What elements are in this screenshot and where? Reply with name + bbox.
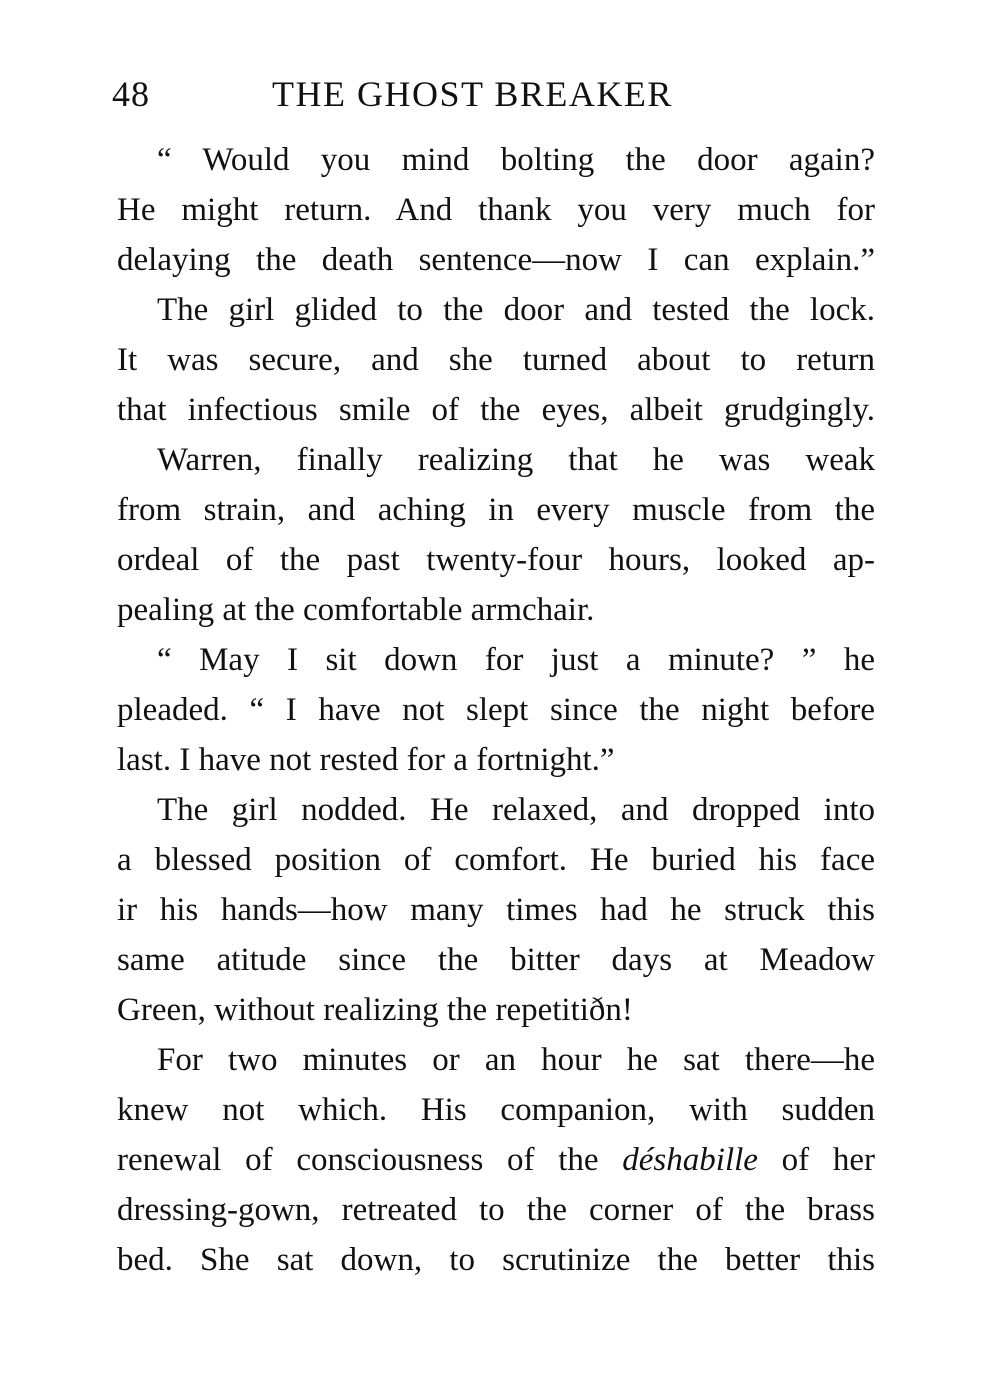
text-line: For two minutes or an hour he sat there—he xyxy=(157,1042,875,1078)
text-line: It was secure, and she turned about to return xyxy=(117,342,875,378)
running-title: THE GHOST BREAKER xyxy=(272,74,673,114)
paragraph-6 xyxy=(117,1035,875,1285)
text-line: Warren, finally realizing that he was weak xyxy=(157,442,875,478)
page-number: 48 xyxy=(112,74,150,114)
text-line: The girl glided to the door and tested the lock. xyxy=(157,292,875,328)
text-line: ir his hands—how many times had he struck this xyxy=(117,892,875,928)
paragraph-4 xyxy=(117,635,875,785)
text-line: He might return. And thank you very much for xyxy=(117,192,875,228)
text-line: “ May I sit down for just a minute? ” he xyxy=(157,642,875,678)
paragraph-2 xyxy=(117,285,875,435)
text-line: last. I have not rested for a fortnight.” xyxy=(117,742,615,778)
text-line: ordeal of the past twenty-four hours, looked ap- xyxy=(117,542,875,578)
text-line: bed. She sat down, to scrutinize the better this xyxy=(117,1242,875,1278)
text-line: that infectious smile of the eyes, albeit grudgingly. xyxy=(117,392,875,428)
text-line: delaying the death sentence—now I can explain.” xyxy=(117,242,875,278)
italic-term: déshabille xyxy=(622,1142,758,1178)
text-line: same atitude since the bitter days at Meadow xyxy=(117,942,875,978)
text-line-with-italic xyxy=(117,1135,875,1185)
text-line: Green, without realizing the repetitiðn! xyxy=(117,992,633,1028)
page-header xyxy=(112,68,872,120)
paragraph-3 xyxy=(117,435,875,635)
paragraph-1 xyxy=(117,135,875,285)
body-text xyxy=(117,135,875,1285)
text-line: from strain, and aching in every muscle from the xyxy=(117,492,875,528)
text-line: pleaded. “ I have not slept since the night before xyxy=(117,692,875,728)
text-line: pealing at the comfortable armchair. xyxy=(117,592,595,628)
text-line: knew not which. His companion, with sudden xyxy=(117,1092,875,1128)
text-line: dressing-gown, retreated to the corner of the brass xyxy=(117,1192,875,1228)
text-segment: renewal of consciousness of the xyxy=(117,1142,623,1178)
paragraph-5 xyxy=(117,785,875,1035)
text-segment: of her xyxy=(757,1142,875,1178)
text-line: The girl nodded. He relaxed, and dropped into xyxy=(157,792,875,828)
text-line: “ Would you mind bolting the door again? xyxy=(157,142,875,178)
text-line: a blessed position of comfort. He buried his face xyxy=(117,842,875,878)
